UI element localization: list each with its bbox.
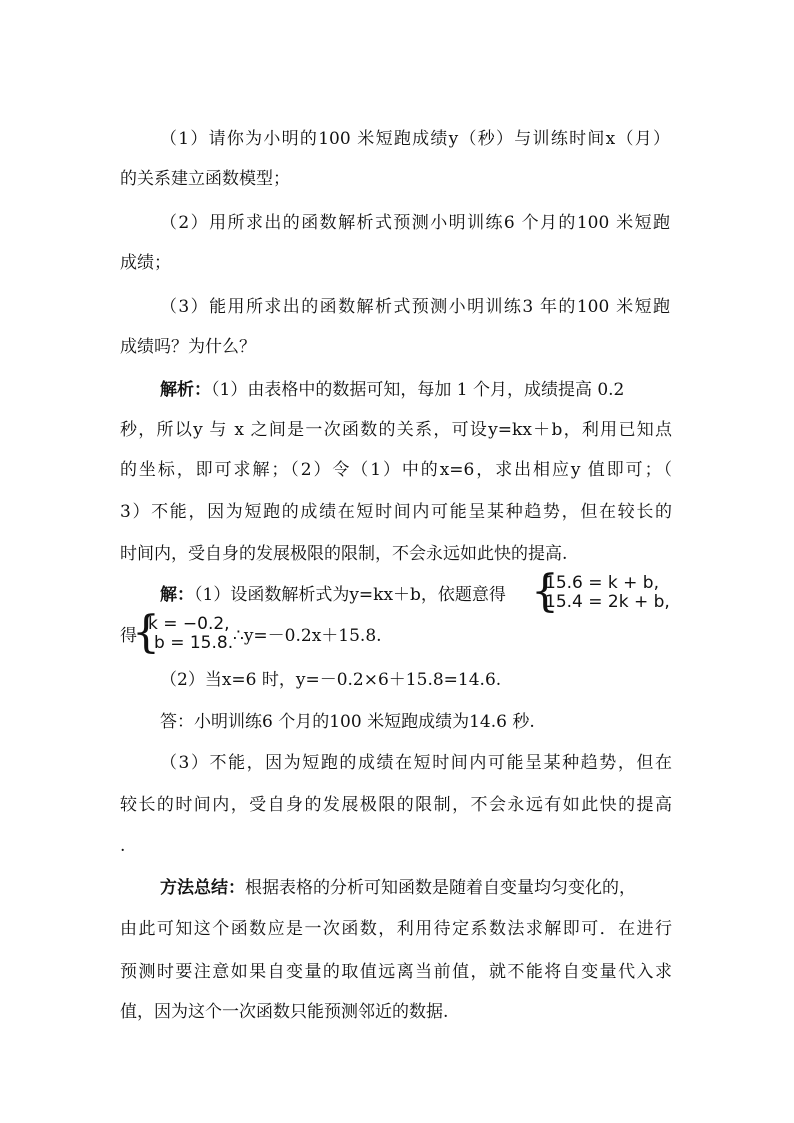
question-3-line-2: 成绩吗？为什么？: [120, 337, 256, 357]
equation-system-2: [148, 615, 233, 653]
question-2-line-1: （2）用所求出的函数解析式预测小明训练6 个月的100 米短跑: [160, 213, 670, 233]
solution-answer: 答：小明训练6 个月的100 米短跑成绩为14.6 秒.: [160, 712, 535, 732]
equation-system-1: [545, 574, 670, 612]
analysis-line-3: 的坐标，即可求解；（2）令（1）中的x=6，求出相应y 值即可；（: [120, 460, 672, 480]
analysis-line-2: 秒，所以y 与 x 之间是一次函数的关系，可设y=kx＋b，利用已知点: [120, 420, 672, 440]
equation-2: 15.4 = 2k + b,: [545, 592, 670, 612]
solution-b: b = 15.8.: [154, 633, 234, 653]
summary-line-3: 预测时要注意如果自变量的取值远离当前值，就不能将自变量代入求: [120, 962, 672, 982]
question-3-line-1: （3）能用所求出的函数解析式预测小明训练3 年的100 米短跑: [160, 297, 670, 317]
analysis-line-5: 时间内，受自身的发展极限的限制，不会永远如此快的提高.: [120, 544, 568, 564]
solution-line-1: 解：（1）设函数解析式为y=kx＋b，依题意得: [160, 585, 506, 605]
summary-line-4: 值，因为这个一次函数只能预测邻近的数据.: [120, 1002, 449, 1022]
solution-k: k = −0.2,: [148, 614, 230, 634]
solution-de-label: 得: [120, 626, 137, 646]
solution-label: 解：: [160, 585, 194, 605]
solution-line-5: .: [120, 836, 126, 856]
solution-result: ∴y=－0.2x＋15.8.: [233, 626, 382, 646]
solution-line-2: （2）当x=6 时，y=－0.2×6＋15.8=14.6.: [160, 670, 502, 690]
analysis-line-1: 解析：（1）由表格中的数据可知，每加 1 个月，成绩提高 0.2: [160, 380, 625, 400]
solution-line-3: （3）不能，因为短跑的成绩在短时间内可能呈某种趋势，但在: [160, 753, 672, 773]
question-1-line-1: （1）请你为小明的100 米短跑成绩y（秒）与训练时间x（月）: [160, 129, 670, 149]
question-1-line-2: 的关系建立函数模型；: [120, 169, 290, 189]
summary-line-2: 由此可知这个函数应是一次函数，利用待定系数法求解即可．在进行: [120, 919, 672, 939]
analysis-label: 解析：: [160, 380, 211, 400]
summary-label: 方法总结：: [160, 878, 245, 898]
analysis-line-4: 3）不能，因为短跑的成绩在短时间内可能呈某种趋势，但在较长的: [120, 502, 672, 522]
left-brace-icon: {: [132, 607, 160, 658]
solution-line-4: 较长的时间内，受自身的发展极限的限制，不会永远有如此快的提高: [120, 795, 672, 815]
summary-line-1: 方法总结：根据表格的分析可知函数是随着自变量均匀变化的，: [160, 878, 636, 898]
equation-1: 15.6 = k + b,: [545, 573, 659, 593]
question-2-line-2: 成绩；: [120, 253, 171, 273]
left-brace-icon: {: [531, 566, 559, 617]
